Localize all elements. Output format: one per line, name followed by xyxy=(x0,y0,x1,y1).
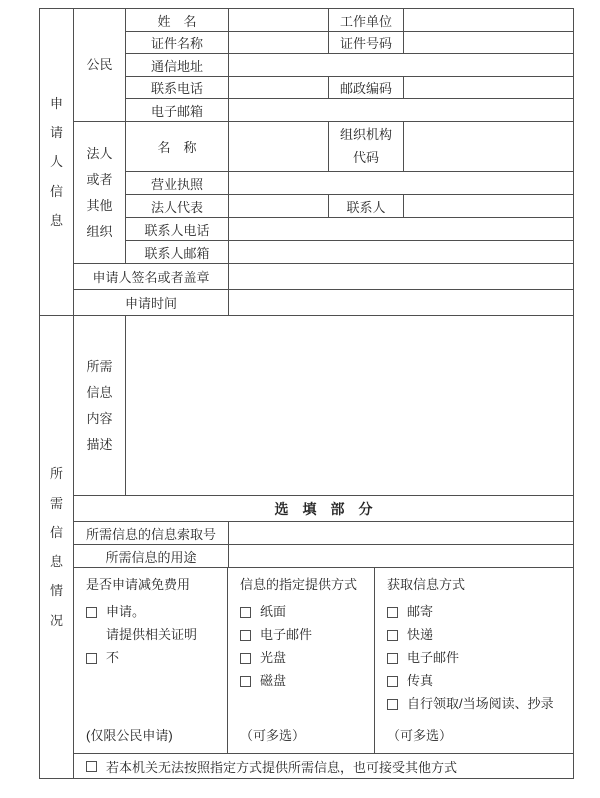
checkbox-icon[interactable] xyxy=(387,699,398,710)
obtain-option-mail[interactable] xyxy=(387,605,565,619)
legal-rep-label: 法人代表 xyxy=(126,195,229,218)
license-value-cell[interactable] xyxy=(229,172,574,195)
postcode-label: 邮政编码 xyxy=(329,77,404,99)
obtain-option-express[interactable] xyxy=(387,628,565,642)
obtain-option-express-label: 快递 xyxy=(407,627,434,642)
email-value-cell[interactable] xyxy=(229,99,574,122)
apply-time-value-cell[interactable] xyxy=(229,290,574,316)
email-label: 电子邮箱 xyxy=(126,99,229,122)
legal-rep-value-cell[interactable] xyxy=(229,195,329,218)
org-code-label: 组织机构代码 xyxy=(329,122,404,172)
checkbox-icon[interactable] xyxy=(240,607,251,618)
contact-label: 联系人 xyxy=(329,195,404,218)
contact-phone-label: 联系人电话 xyxy=(126,218,229,241)
address-value-cell[interactable] xyxy=(229,54,574,77)
fee-option-apply[interactable] xyxy=(86,605,219,619)
citizen-group-label: 公民 xyxy=(86,57,113,72)
signature-value-cell[interactable] xyxy=(229,264,574,290)
fallback-note-option[interactable] xyxy=(74,757,573,776)
obtain-option-mail-label: 邮寄 xyxy=(407,604,434,619)
obtain-option-self-pickup-label: 自行领取/当场阅读、抄录 xyxy=(407,696,554,711)
checkbox-icon[interactable] xyxy=(240,630,251,641)
work-unit-label: 工作单位 xyxy=(329,9,404,32)
checkbox-icon[interactable] xyxy=(387,607,398,618)
provide-option-paper[interactable] xyxy=(240,605,366,619)
address-label: 通信地址 xyxy=(126,54,229,77)
checkbox-icon[interactable] xyxy=(86,761,97,772)
applicant-section-label: 申请人信息 xyxy=(50,95,64,228)
provide-option-disk-label: 磁盘 xyxy=(260,673,287,688)
section-applicant-info xyxy=(40,9,74,316)
section-needed-info xyxy=(40,316,74,779)
provide-option-cd[interactable] xyxy=(240,651,366,665)
fee-waiver-column xyxy=(74,568,228,753)
checkbox-icon[interactable] xyxy=(240,676,251,687)
fee-apply-note: 请提供相关证明 xyxy=(106,627,198,642)
group-citizen xyxy=(74,9,126,122)
checkbox-icon[interactable] xyxy=(387,653,398,664)
provide-option-paper-label: 纸面 xyxy=(260,604,287,619)
checkbox-icon[interactable] xyxy=(240,653,251,664)
fallback-note-cell xyxy=(74,754,574,779)
checkbox-icon[interactable] xyxy=(86,607,97,618)
purpose-value-cell[interactable] xyxy=(229,545,574,568)
checkbox-area xyxy=(74,568,574,754)
phone-label: 联系电话 xyxy=(126,77,229,99)
provide-method-footer: （可多选） xyxy=(240,728,306,743)
purpose-label: 所需信息的用途 xyxy=(74,545,229,568)
org-name-label: 名 称 xyxy=(126,122,229,172)
fee-option-no[interactable] xyxy=(86,651,219,665)
contact-phone-value-cell[interactable] xyxy=(229,218,574,241)
checkbox-icon[interactable] xyxy=(387,630,398,641)
obtain-method-header: 获取信息方式 xyxy=(387,577,466,592)
id-number-value-cell[interactable] xyxy=(404,32,574,54)
contact-email-label: 联系人邮箱 xyxy=(126,241,229,264)
obtain-option-email-label: 电子邮件 xyxy=(407,650,460,665)
provide-option-disk[interactable] xyxy=(240,674,366,688)
license-label: 营业执照 xyxy=(126,172,229,195)
org-name-value-cell[interactable] xyxy=(229,122,329,172)
id-type-value-cell[interactable] xyxy=(229,32,329,54)
name-label: 姓 名 xyxy=(126,9,229,32)
org-code-value-cell[interactable] xyxy=(404,122,574,172)
contact-value-cell[interactable] xyxy=(404,195,574,218)
fee-option-no-label: 不 xyxy=(106,650,120,665)
needed-info-section-label: 所需信息情况 xyxy=(50,466,64,628)
provide-option-cd-label: 光盘 xyxy=(260,650,287,665)
contact-email-value-cell[interactable] xyxy=(229,241,574,264)
index-number-label: 所需信息的信息索取号 xyxy=(74,522,229,545)
fee-waiver-footer: (仅限公民申请) xyxy=(86,728,173,743)
id-number-label: 证件号码 xyxy=(329,32,404,54)
obtain-method-column xyxy=(375,568,573,753)
obtain-method-footer: （可多选） xyxy=(387,728,453,743)
obtain-option-fax[interactable] xyxy=(387,674,565,688)
fee-option-apply-label: 申请。 xyxy=(106,604,146,619)
postcode-value-cell[interactable] xyxy=(404,77,574,99)
checkbox-icon[interactable] xyxy=(387,676,398,687)
provide-method-column xyxy=(228,568,375,753)
id-type-label: 证件名称 xyxy=(126,32,229,54)
provide-method-header: 信息的指定提供方式 xyxy=(240,577,358,592)
fee-waiver-header: 是否申请减免费用 xyxy=(86,577,191,592)
work-unit-value-cell[interactable] xyxy=(404,9,574,32)
phone-value-cell[interactable] xyxy=(229,77,329,99)
checkbox-icon[interactable] xyxy=(86,653,97,664)
provide-option-email-label: 电子邮件 xyxy=(260,627,313,642)
apply-time-label: 申请时间 xyxy=(74,290,229,316)
index-number-value-cell[interactable] xyxy=(229,522,574,545)
content-desc-label: 所需信息内容描述 xyxy=(74,316,126,496)
obtain-option-email[interactable] xyxy=(387,651,565,665)
group-organization xyxy=(74,122,126,264)
signature-label: 申请人签名或者盖章 xyxy=(74,264,229,290)
obtain-option-self-pickup[interactable] xyxy=(387,697,565,711)
provide-option-email[interactable] xyxy=(240,628,366,642)
fallback-note-label: 若本机关无法按照指定方式提供所需信息，也可接受其他方式 xyxy=(106,759,458,775)
optional-section-title: 选 填 部 分 xyxy=(74,496,574,522)
application-form-table xyxy=(39,8,574,779)
organization-group-label: 法人或者其他组织 xyxy=(86,145,113,239)
content-desc-value-cell[interactable] xyxy=(126,316,574,496)
name-value-cell[interactable] xyxy=(229,9,329,32)
obtain-option-fax-label: 传真 xyxy=(407,673,434,688)
